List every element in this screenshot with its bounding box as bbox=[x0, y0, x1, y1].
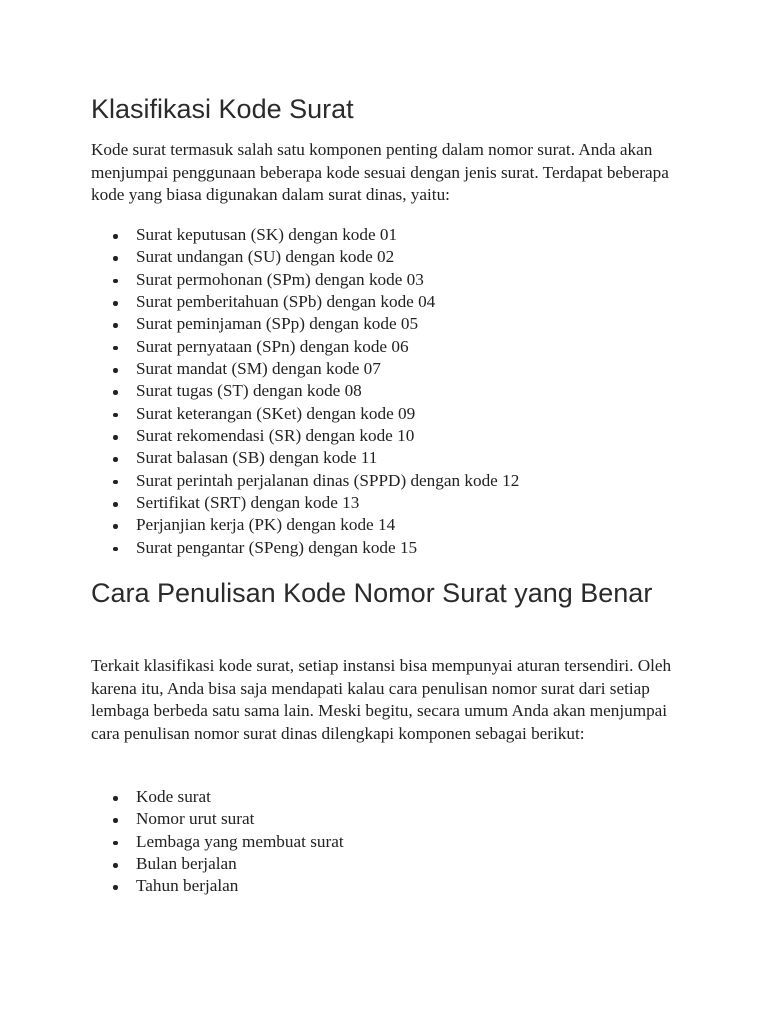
list-item-text: Surat perintah perjalanan dinas (SPPD) dengan kode 12 bbox=[136, 470, 520, 490]
bullet-icon bbox=[113, 323, 118, 328]
list-item bbox=[91, 269, 691, 291]
list-item-text: Kode surat bbox=[136, 787, 211, 806]
list-item-text: Surat keterangan (SKet) dengan kode 09 bbox=[136, 403, 416, 423]
komponen-nomor-surat-list bbox=[91, 786, 691, 898]
bullet-icon bbox=[113, 863, 118, 868]
list-item bbox=[91, 358, 691, 380]
list-item-text: Surat balasan (SB) dengan kode 11 bbox=[136, 448, 378, 468]
bullet-icon bbox=[113, 524, 118, 529]
list-item-text: Perjanjian kerja (PK) dengan kode 14 bbox=[136, 515, 396, 535]
bullet-icon bbox=[113, 390, 118, 395]
section-title-klasifikasi: Klasifikasi Kode Surat bbox=[91, 94, 354, 124]
list-item-text: Surat peminjaman (SPp) dengan kode 05 bbox=[136, 314, 419, 334]
list-item-text: Nomor urut surat bbox=[136, 809, 255, 829]
bullet-icon bbox=[113, 796, 118, 801]
intro-paragraph-klasifikasi: Kode surat termasuk salah satu komponen penting dalam nomor surat. Anda akan menjumpai penggunaan beberapa kode sesuai dengan jenis surat. Terdapat beberapa kode yang biasa digunakan dalam surat dinas, yaitu: bbox=[91, 140, 669, 205]
list-item-text: Surat tugas (ST) dengan kode 08 bbox=[136, 381, 362, 401]
bullet-icon bbox=[113, 234, 118, 239]
section-title-cara-penulisan: Cara Penulisan Kode Nomor Surat yang Benar bbox=[91, 578, 653, 608]
bullet-icon bbox=[113, 547, 118, 552]
list-item bbox=[91, 831, 691, 853]
list-item bbox=[91, 853, 691, 875]
list-item-text: Surat mandat (SM) dengan kode 07 bbox=[136, 359, 381, 379]
bullet-icon bbox=[113, 480, 118, 485]
list-item-text: Surat undangan (SU) dengan kode 02 bbox=[136, 247, 395, 267]
bullet-icon bbox=[113, 885, 118, 890]
list-item-text: Lembaga yang membuat surat bbox=[136, 831, 344, 851]
list-item bbox=[91, 403, 691, 425]
bullet-icon bbox=[113, 368, 118, 373]
list-item-text: Sertifikat (SRT) dengan kode 13 bbox=[136, 493, 360, 513]
list-item-text: Bulan berjalan bbox=[136, 854, 237, 874]
list-item bbox=[91, 492, 691, 514]
list-item bbox=[91, 425, 691, 447]
list-item bbox=[91, 786, 691, 808]
bullet-icon bbox=[113, 413, 118, 418]
bullet-icon bbox=[113, 818, 118, 823]
list-item bbox=[91, 246, 691, 268]
list-item-text: Surat keputusan (SK) dengan kode 01 bbox=[136, 225, 398, 244]
list-item-text: Surat pengantar (SPeng) dengan kode 15 bbox=[136, 537, 418, 557]
intro-paragraph-cara-penulisan: Terkait klasifikasi kode surat, setiap instansi bisa mempunyai aturan tersendiri. Oleh karena itu, Anda bisa saja mendapati kalau cara penulisan nomor surat dari setiap lembaga berbeda satu sama lain. Meski begitu, secara umum Anda akan menjumpai cara penulisan nomor surat dinas dilengkapi komponen sebagai berikut: bbox=[91, 656, 672, 743]
bullet-icon bbox=[113, 435, 118, 440]
bullet-icon bbox=[113, 256, 118, 261]
list-item bbox=[91, 313, 691, 335]
bullet-icon bbox=[113, 502, 118, 507]
list-item-text: Surat pemberitahuan (SPb) dengan kode 04 bbox=[136, 292, 436, 312]
list-item bbox=[91, 808, 691, 830]
list-item bbox=[91, 875, 691, 897]
list-item-text: Tahun berjalan bbox=[136, 876, 239, 896]
list-item-text: Surat pernyataan (SPn) dengan kode 06 bbox=[136, 336, 409, 356]
bullet-icon bbox=[113, 279, 118, 284]
list-item bbox=[91, 336, 691, 358]
kode-surat-list bbox=[91, 224, 691, 559]
list-item-text: Surat rekomendasi (SR) dengan kode 10 bbox=[136, 426, 415, 446]
list-item bbox=[91, 537, 691, 559]
bullet-icon bbox=[113, 346, 118, 351]
list-item-text: Surat permohonan (SPm) dengan kode 03 bbox=[136, 269, 424, 289]
list-item bbox=[91, 470, 691, 492]
list-item bbox=[91, 514, 691, 536]
list-item bbox=[91, 291, 691, 313]
bullet-icon bbox=[113, 457, 118, 462]
bullet-icon bbox=[113, 301, 118, 306]
list-item bbox=[91, 380, 691, 402]
bullet-icon bbox=[113, 841, 118, 846]
list-item bbox=[91, 224, 691, 246]
list-item bbox=[91, 447, 691, 469]
